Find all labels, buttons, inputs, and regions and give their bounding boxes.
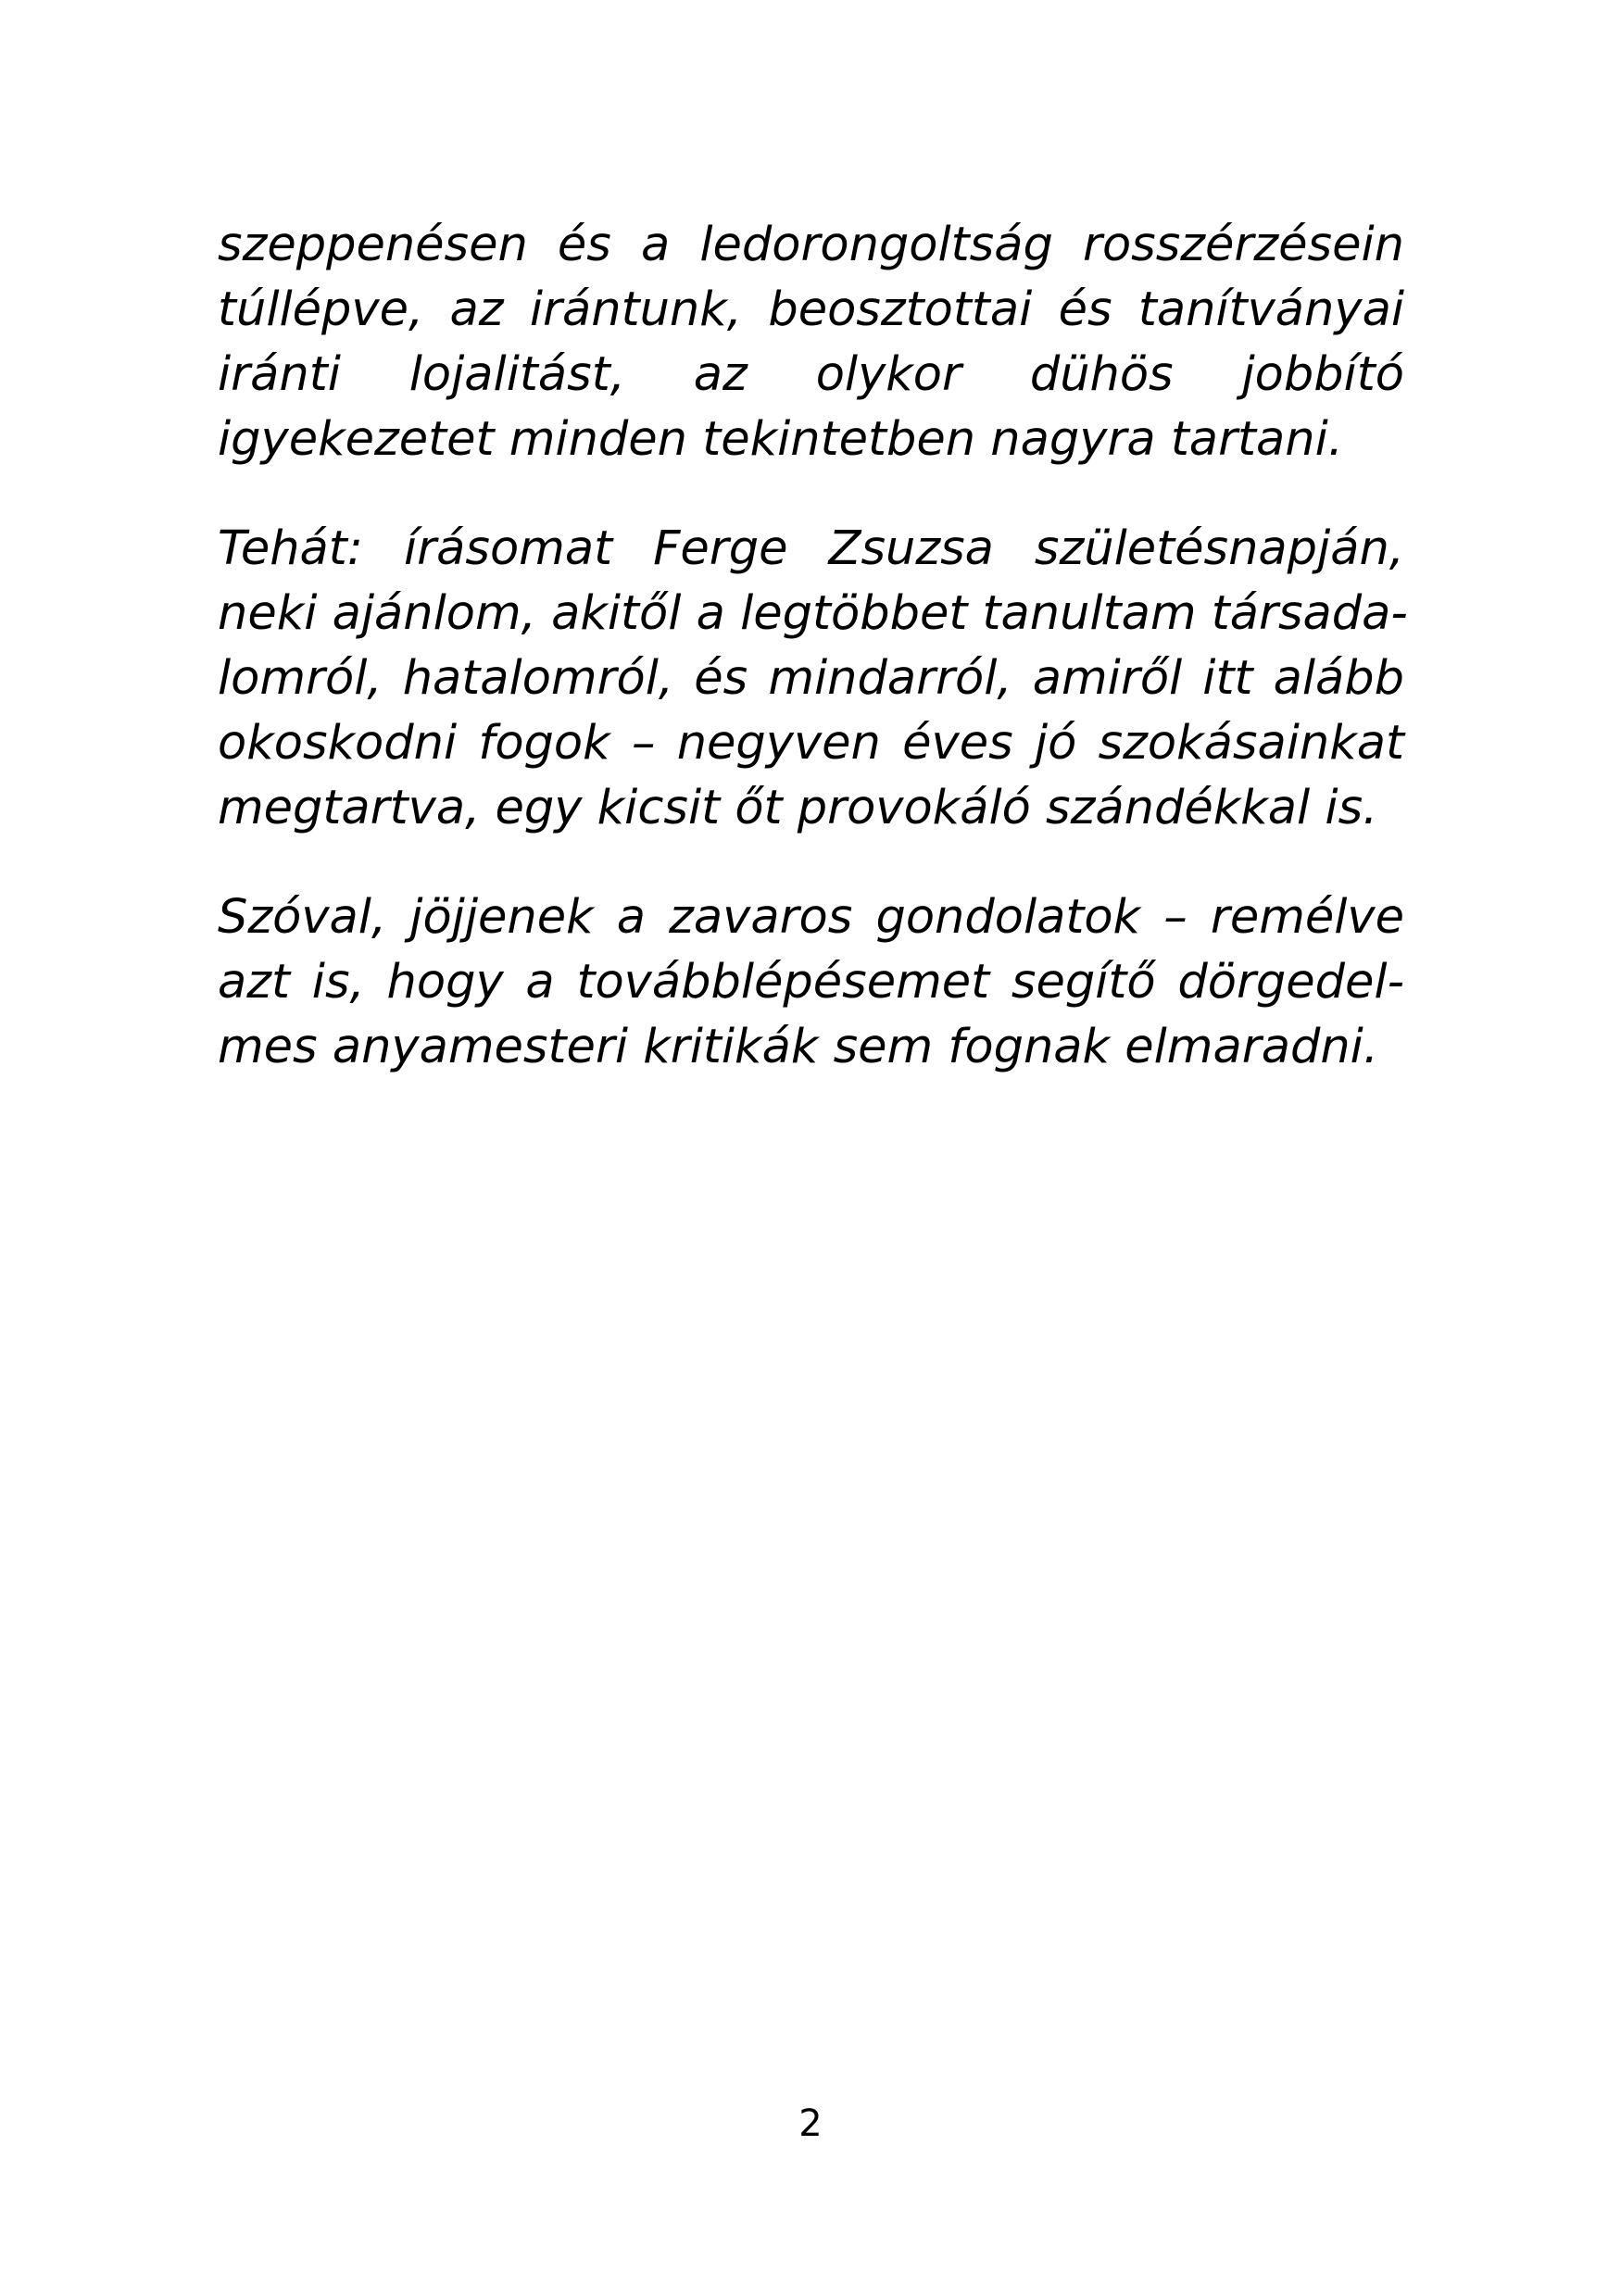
text-line: Tehát: írásomat Ferge Zsuzsa születésnapján, [218,521,1404,576]
paragraph-2 [218,517,1408,841]
text-line: túllépve, az irántunk, beosztottai és tanítványai [218,282,1404,337]
text-line: neki ajánlom, akitől a legtöbbet tanultam társada- [218,586,1408,641]
text-line: mes anyamesteri kritikák sem fognak elmaradni. [218,1020,1379,1074]
text-line: lomról, hatalomról, és mindarról, amiről itt alább [218,651,1404,706]
paragraph-3 [218,885,1404,1080]
text-line: szeppenésen és a ledorongoltság rosszérzésein [218,218,1404,272]
text-line: okoskodni fogok – negyven éves jó szokásainkat [218,716,1404,771]
text-line: iránti lojalitást, az olykor dühös jobbító [218,347,1404,402]
paragraph-1 [218,213,1404,472]
text-line: megtartva, egy kicsit őt provokáló szándékkal is. [218,781,1378,835]
text-line: azt is, hogy a továbblépésemet segítő dörgedel- [218,955,1404,1010]
page-number: 2 [798,2102,823,2145]
text-line: Szóval, jöjjenek a zavaros gondolatok – remélve [218,890,1404,945]
text-line: igyekezetet minden tekintetben nagyra tartani. [218,412,1343,467]
body-text [218,213,1408,1124]
